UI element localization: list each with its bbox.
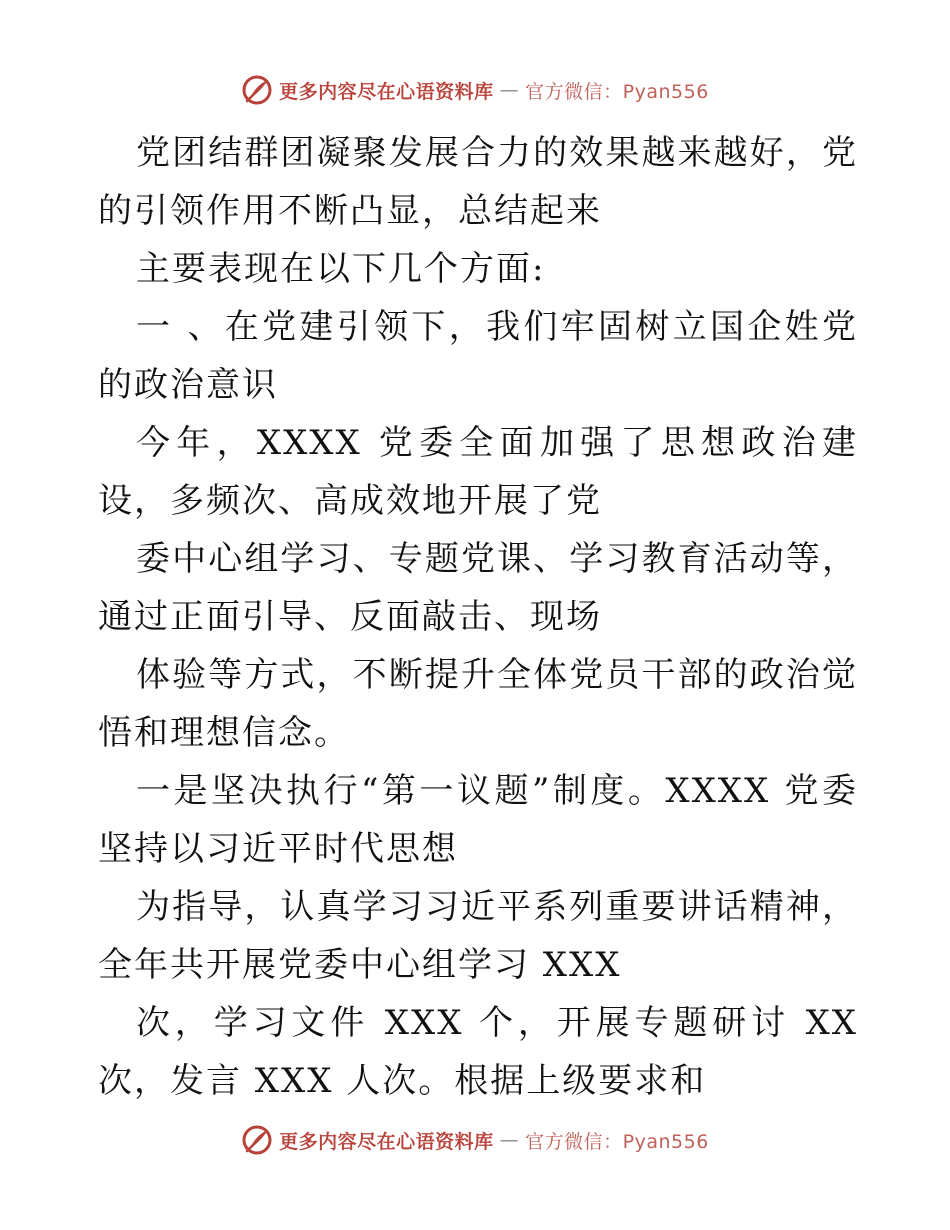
watermark-contact-text: 官方微信：Pyan556 xyxy=(525,1130,709,1153)
paragraph: 次，学习文件 XXX 个，开展专题研讨 XX 次，发言 XXX 人次。根据上级要求和 xyxy=(98,1003,858,1101)
feather-quill-logo-icon xyxy=(241,1124,273,1156)
watermark-dash: — xyxy=(499,1129,520,1151)
paragraph: 党团结群团凝聚发展合力的效果越来越好，党的引领作用不断凸显，总结起来 xyxy=(98,133,858,231)
watermark-dash: — xyxy=(499,79,520,101)
feather-quill-logo-icon xyxy=(241,74,273,106)
paragraph: 今年，XXXX 党委全面加强了思想政治建设，多频次、高成效地开展了党 xyxy=(98,423,858,521)
paragraph: 委中心组学习、专题党课、学习教育活动等，通过正面引导、反面敲击、现场 xyxy=(98,539,858,637)
footer-watermark xyxy=(0,1120,950,1160)
paragraph: 主要表现在以下几个方面: xyxy=(136,249,546,289)
paragraph: 为指导，认真学习习近平系列重要讲话精神，全年共开展党委中心组学习 XXX xyxy=(98,887,858,985)
watermark-main-text: 更多内容尽在心语资料库 xyxy=(279,80,494,103)
paragraph: 一 、在党建引领下，我们牢固树立国企姓党的政治意识 xyxy=(98,307,858,405)
watermark-contact-text: 官方微信：Pyan556 xyxy=(525,80,709,103)
header-watermark xyxy=(0,70,950,110)
paragraph: 一是坚决执行“第一议题”制度。XXXX 党委坚持以习近平时代思想 xyxy=(98,771,858,869)
document-body xyxy=(98,124,858,1110)
paragraph: 体验等方式，不断提升全体党员干部的政治觉悟和理想信念。 xyxy=(98,655,858,753)
watermark-main-text: 更多内容尽在心语资料库 xyxy=(279,1130,494,1153)
